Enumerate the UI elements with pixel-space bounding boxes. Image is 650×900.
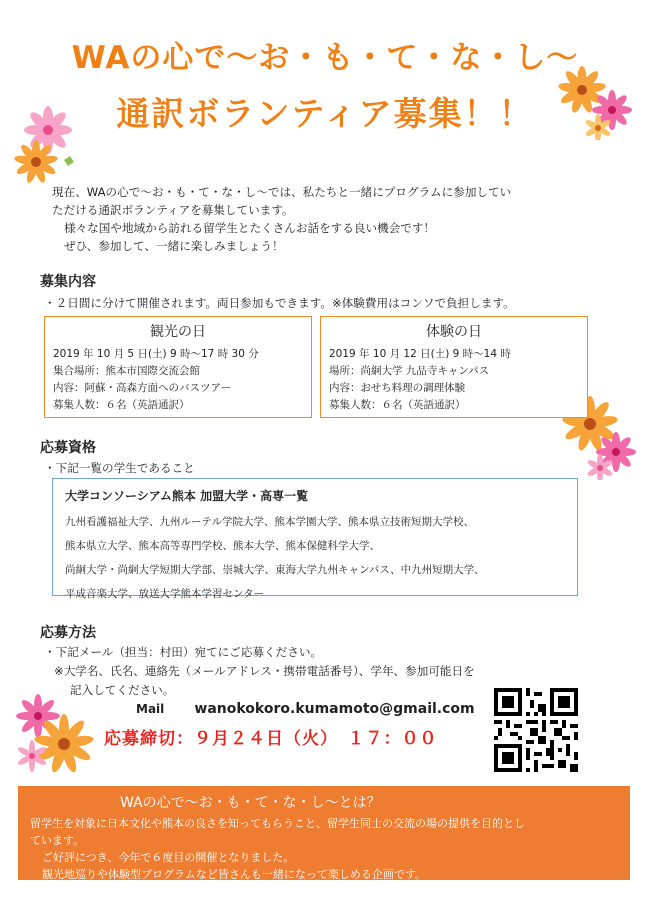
box-line: 募集人数：６名（英語通訳） [53, 399, 190, 411]
apply-note2: ※大学名、氏名、連絡先（メールアドレス・携帯電話番号）、学年、参加可能日を [54, 664, 475, 678]
list-line: 尚絅大学・尚絅大学短期大学部、崇城大学、東海大学九州キャンパス、中九州短期大学、 [65, 564, 485, 576]
deadline-text: 応募締切：９月２４日（火） １７：００ [104, 729, 438, 749]
box-line: 募集人数：６名（英語通訳） [329, 399, 466, 411]
title-line2: 通訳ボランティア募集！！ [116, 94, 534, 133]
flower-icon [14, 690, 98, 780]
list-title: 大学コンソーシアム熊本 加盟大学・高専一覧 [65, 489, 309, 503]
intro-line: 現在、WAの心で～お・も・て・な・し～では、私たちと一緒にプログラムに参加してい [52, 185, 512, 199]
box-line: 内容：おせち料理の調理体験 [329, 382, 466, 394]
mail-label: Mail [136, 702, 165, 716]
title-line1: WAの心で～お・も・て・な・し～ [71, 40, 579, 76]
about-footer [18, 786, 630, 880]
experience-day-box [320, 316, 588, 418]
apply-heading: 応募方法 [40, 625, 96, 641]
mail-row [136, 701, 475, 717]
box-title: 観光の日 [150, 324, 206, 340]
box-line: 2019 年 10 月 5 日(土) 9 時～17 時 30 分 [53, 348, 259, 360]
footer-line: 留学生を対象に日本文化や熊本の良さを知ってもらうこと、留学生同士の交流の場の提供を目的とし [30, 817, 525, 830]
tour-day-box [44, 316, 312, 418]
box-line: 集合場所：熊本市国際交流会館 [53, 365, 200, 377]
intro-line: ただける通訳ボランティアを募集しています。 [52, 203, 294, 217]
box-line: 場所：尚絅大学 九品寺キャンパス [329, 365, 490, 377]
footer-line: 観光地巡りや体験型プログラムなど皆さんも一緒になって楽しめる企画です。 [42, 868, 427, 881]
university-list-box [52, 478, 578, 600]
qr-code[interactable] [494, 688, 578, 772]
box-line: 内容：阿蘇・高森方面へのバスツアー [53, 382, 232, 394]
list-line: 熊本県立大学、熊本高等専門学校、熊本大学、熊本保健科学大学、 [65, 540, 380, 552]
intro-line: ぜひ、参加して、一緒に楽しみましょう！ [64, 239, 284, 253]
footer-line: ています。 [30, 834, 85, 847]
box-line: 2019 年 10 月 12 日(土) 9 時～14 時 [329, 348, 511, 360]
qualify-note: ・下記一覧の学生であること [44, 461, 195, 475]
list-line: 九州看護福祉大学、九州ルーテル学院大学、熊本学園大学、熊本県立技術短期大学校、 [65, 516, 474, 528]
box-title: 体験の日 [426, 324, 482, 340]
recruit-heading: 募集内容 [40, 274, 96, 290]
list-line: 平成音楽大学、放送大学熊本学習センター [65, 588, 265, 600]
intro-line: 様々な国や地域から訪れる留学生とたくさんお話をする良い機会です！ [64, 221, 436, 235]
mail-address-link[interactable]: wanokokoro.kumamoto@gmail.com [194, 701, 475, 717]
apply-note3: 記入してください。 [70, 683, 175, 697]
qualify-heading: 応募資格 [40, 440, 96, 456]
apply-note1: ・下記メール（担当：村田）宛てにご応募ください。 [44, 645, 323, 659]
intro-text [52, 183, 612, 255]
footer-line: ご好評につき、今年で６度目の開催となりました。 [42, 851, 295, 864]
recruit-note: ・２日間に分けて開催されます。両日参加もできます。※体験費用はコンソで負担します。 [44, 296, 515, 310]
footer-title: WAの心で～お・も・て・な・し～とは？ [120, 795, 381, 811]
